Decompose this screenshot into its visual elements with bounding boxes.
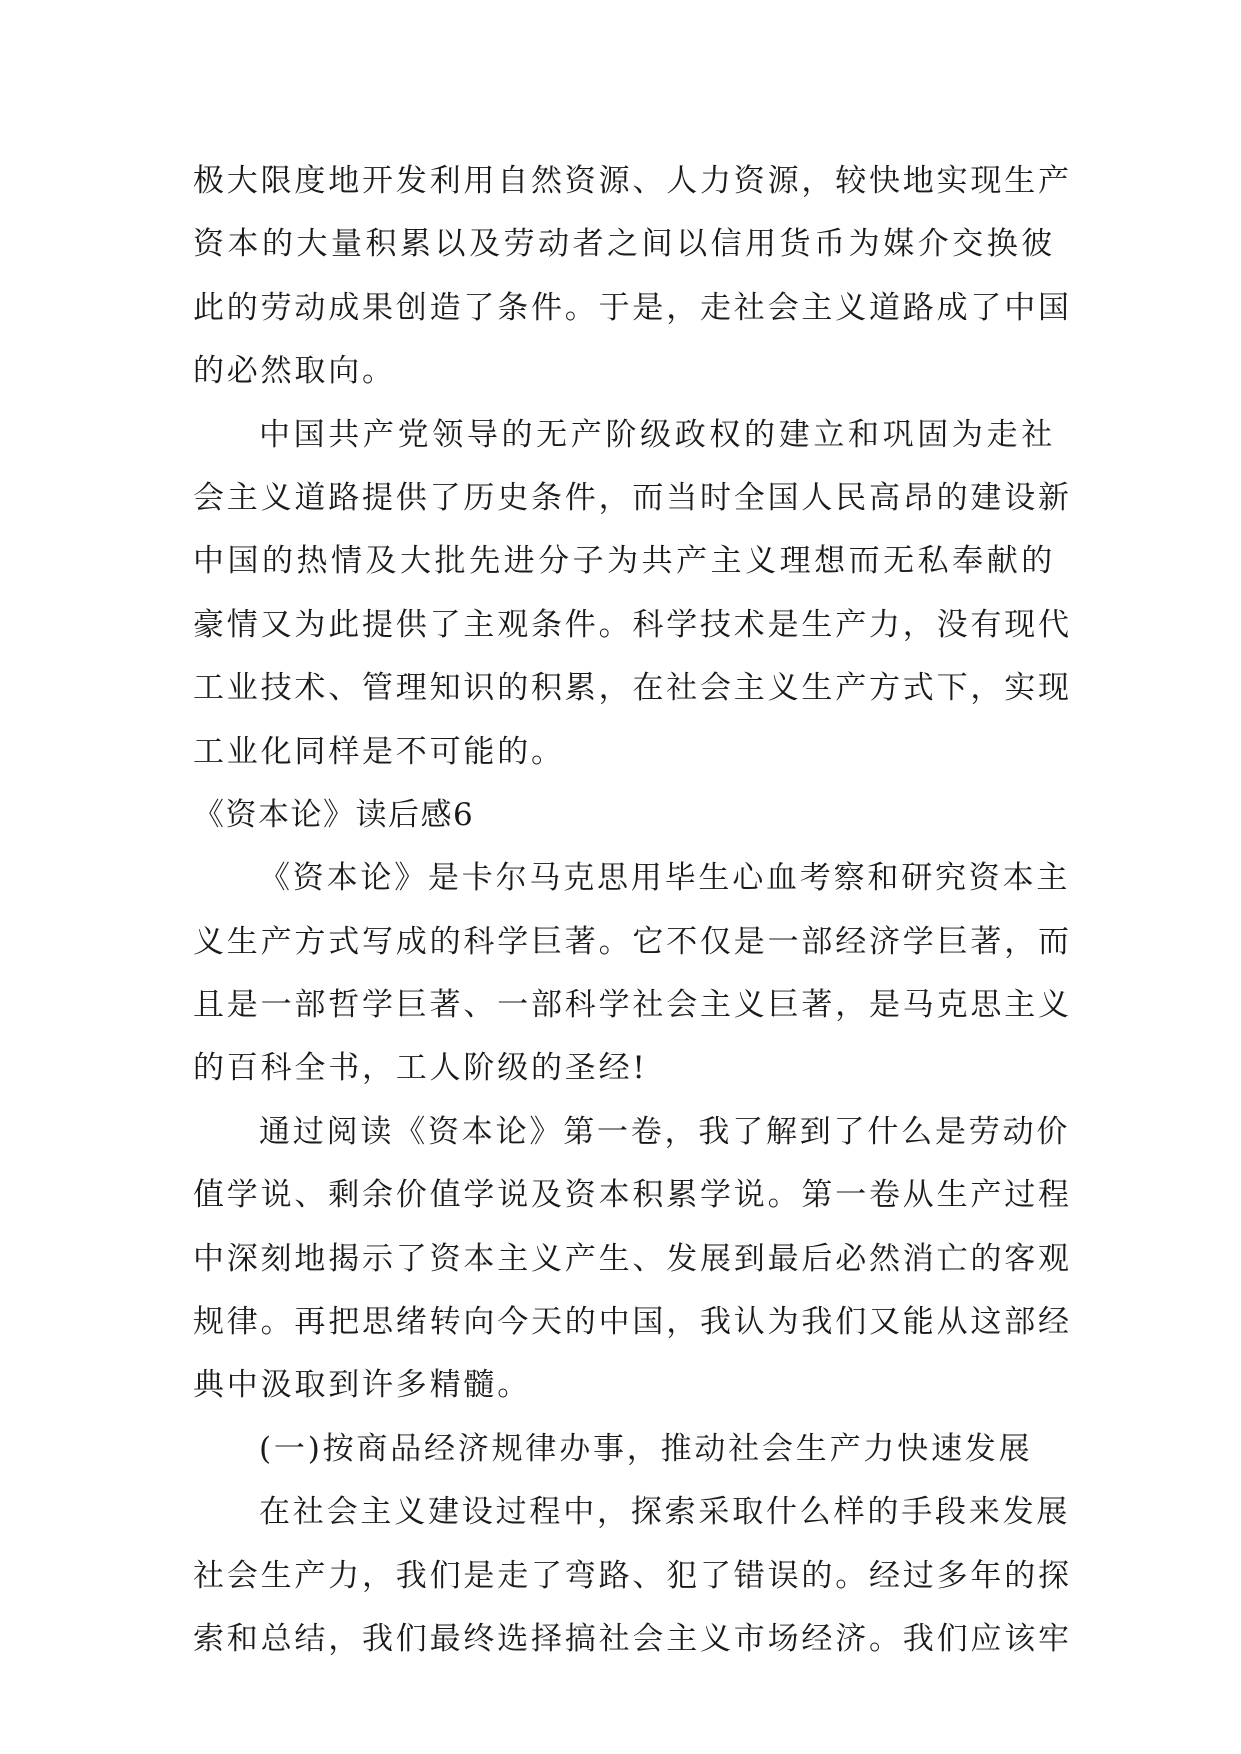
text-line-14: 且是一部哲学巨著、一部科学社会主义巨著，是马克思主义 [193, 987, 1072, 1024]
text-line-24: 索和总结，我们最终选择搞社会主义市场经济。我们应该牢 [193, 1620, 1072, 1657]
text-line-22: 在社会主义建设过程中，探索采取什么样的手段来发展 [259, 1494, 1071, 1531]
text-line-5: 中国共产党领导的无产阶级政权的建立和巩固为走社 [259, 416, 1055, 453]
text-line-12: 《资本论》是卡尔马克思用毕生心血考察和研究资本主 [259, 860, 1071, 897]
text-line-3: 此的劳动成果创造了条件。于是，走社会主义道路成了中国 [193, 289, 1072, 326]
text-line-19: 规律。再把思绪转向今天的中国，我认为我们又能从这部经 [193, 1304, 1072, 1341]
text-line-10: 工业化同样是不可能的。 [193, 733, 565, 770]
subsection-heading: (一)按商品经济规律办事，推动社会生产力快速发展 [259, 1430, 1033, 1467]
text-line-17: 值学说、剩余价值学说及资本积累学说。第一卷从生产过程 [193, 1177, 1072, 1214]
section-heading: 《资本论》读后感6 [193, 796, 475, 833]
text-line-20: 典中汲取到许多精髓。 [193, 1367, 531, 1404]
text-line-23: 社会生产力，我们是走了弯路、犯了错误的。经过多年的探 [193, 1557, 1072, 1594]
text-line-13: 义生产方式写成的科学巨著。它不仅是一部经济学巨著，而 [193, 923, 1072, 960]
text-line-8: 豪情又为此提供了主观条件。科学技术是生产力，没有现代 [193, 606, 1072, 643]
text-line-16: 通过阅读《资本论》第一卷，我了解到了什么是劳动价 [259, 1113, 1071, 1150]
text-line-2: 资本的大量积累以及劳动者之间以信用货币为媒介交换彼 [193, 226, 1055, 263]
text-line-4: 的必然取向。 [193, 353, 396, 390]
text-line-15: 的百科全书，工人阶级的圣经! [193, 1050, 648, 1087]
text-line-7: 中国的热情及大批先进分子为共产主义理想而无私奉献的 [193, 543, 1055, 580]
text-line-9: 工业技术、管理知识的积累，在社会主义生产方式下，实现 [193, 670, 1072, 707]
text-line-18: 中深刻地揭示了资本主义产生、发展到最后必然消亡的客观 [193, 1240, 1072, 1277]
document-body [193, 150, 1072, 1671]
text-line-6: 会主义道路提供了历史条件，而当时全国人民高昂的建设新 [193, 479, 1072, 516]
text-line-1: 极大限度地开发利用自然资源、人力资源，较快地实现生产 [193, 163, 1072, 199]
